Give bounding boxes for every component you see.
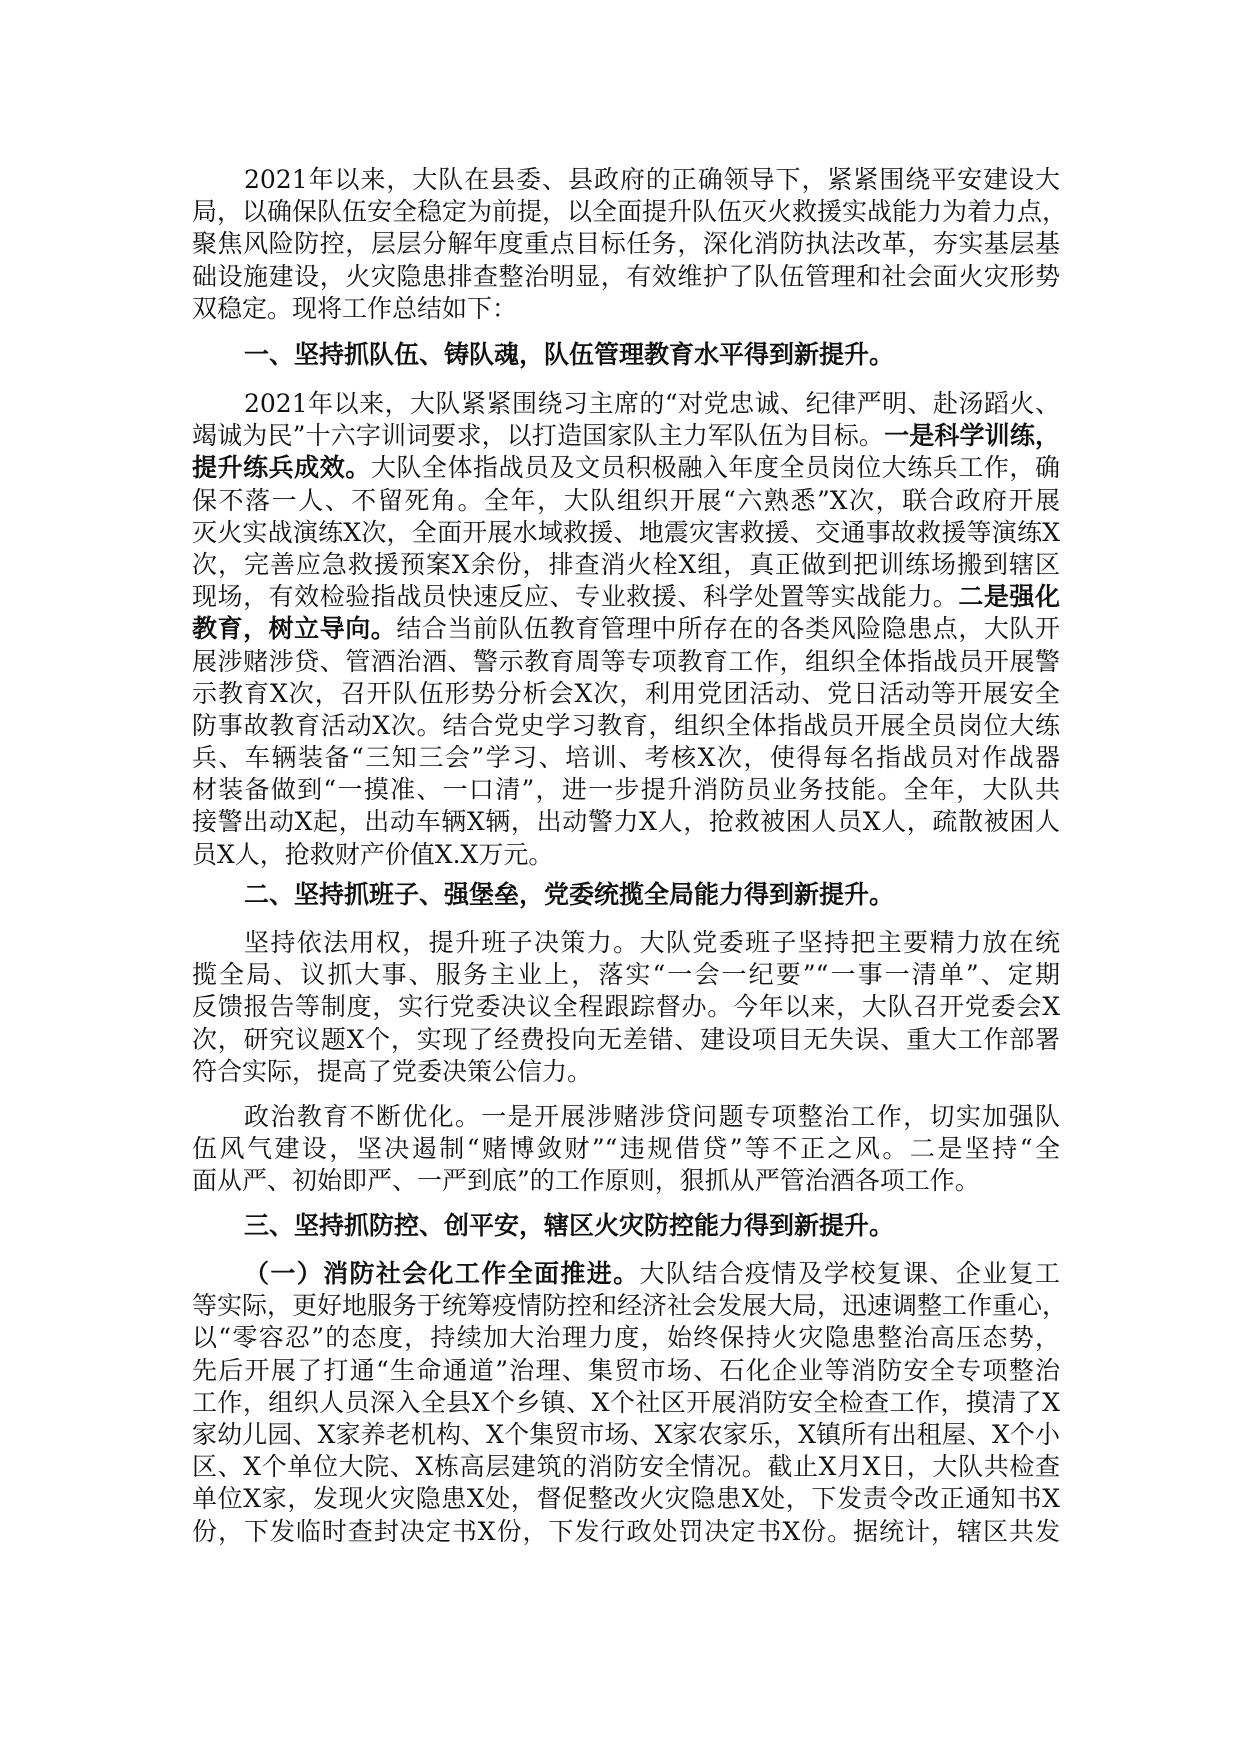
text-line bbox=[192, 164, 1060, 196]
text-line bbox=[192, 613, 1060, 645]
text-segment: 家幼儿园、X家养老机构、X个集贸市场、X家农家乐，X镇所有出租屋、X个小 bbox=[192, 1419, 1060, 1449]
section-heading bbox=[192, 1210, 1060, 1242]
text-line bbox=[192, 485, 1060, 517]
text-line bbox=[192, 420, 1060, 452]
bold-text: 二是强化 bbox=[958, 582, 1060, 612]
text-segment: 反馈报告等制度，实行党委决议全程跟踪督办。今年以来，大队召开党委会X bbox=[192, 992, 1060, 1022]
body-paragraph bbox=[192, 164, 1068, 325]
text-segment: 防事故教育活动X次。结合党史学习教育，组织全体指战员开展全员岗位大练 bbox=[192, 710, 1060, 740]
text-line bbox=[192, 1165, 1060, 1197]
text-segment: 次，完善应急救援预案X余份，排查消火栓X组，真正做到把训练场搬到辖区 bbox=[192, 549, 1060, 579]
section-heading bbox=[192, 339, 1060, 371]
text-segment: 符合实际，提高了党委决策公信力。 bbox=[192, 1056, 593, 1086]
text-segment: 材装备做到“一摸准、一口清”，进一步提升消防员业务技能。全年，大队共 bbox=[192, 775, 1060, 805]
text-line bbox=[192, 261, 1060, 293]
text-segment: 份，下发临时查封决定书X份，下发行政处罚决定书X份。据统计，辖区共发 bbox=[192, 1516, 1060, 1546]
text-segment: 兵、车辆装备“三知三会”学习、培训、考核X次，使得每名指战员对作战器 bbox=[192, 743, 1060, 773]
text-segment: 伍风气建设，坚决遏制“赌博敛财”“违规借贷”等不正之风。二是坚持“全 bbox=[192, 1134, 1060, 1164]
text-segment: 大队结合疫情及学校复课、企业复工 bbox=[639, 1259, 1060, 1288]
text-line bbox=[192, 1322, 1060, 1354]
text-line bbox=[192, 293, 1060, 325]
text-segment: 等实际，更好地服务于统筹疫情防控和经济社会发展大局，迅速调整工作重心， bbox=[192, 1291, 1068, 1321]
text-line bbox=[192, 581, 1060, 613]
text-line bbox=[192, 517, 1060, 549]
body-paragraph bbox=[192, 1258, 1068, 1548]
text-segment: 政治教育不断优化。一是开展涉赌涉贷问题专项整治工作，切实加强队 bbox=[244, 1102, 1060, 1131]
text-segment: 础设施建设，火灾隐患排查整治明显，有效维护了队伍管理和社会面火灾形势 bbox=[192, 261, 1060, 291]
text-segment: 示教育X次，召开队伍形势分析会X次，利用党团活动、党日活动等开展安全 bbox=[192, 678, 1060, 708]
text-line bbox=[192, 710, 1060, 742]
bold-text: 一是科学训练， bbox=[884, 421, 1060, 451]
text-line bbox=[192, 646, 1060, 678]
text-segment: 先后开展了打通“生命通道”治理、集贸市场、石化企业等消防安全专项整治 bbox=[192, 1355, 1060, 1385]
text-segment: 坚持依法用权，提升班子决策力。大队党委班子坚持把主要精力放在统 bbox=[244, 928, 1060, 957]
bold-text: 提升练兵成效。 bbox=[192, 453, 371, 483]
section-heading bbox=[192, 879, 1060, 911]
text-line bbox=[192, 452, 1060, 484]
text-segment: 接警出动X起，出动车辆X辆，出动警力X人，抢救被困人员X人，疏散被困人 bbox=[192, 807, 1060, 837]
text-line bbox=[192, 1387, 1060, 1419]
body-paragraph bbox=[192, 388, 1060, 871]
text-segment: 展涉赌涉贷、管酒治酒、警示教育周等专项教育工作，组织全体指战员开展警 bbox=[192, 646, 1060, 676]
text-line bbox=[192, 1483, 1060, 1515]
text-segment: 2021年以来，大队紧紧围绕习主席的“对党忠诚、纪律严明、赴汤蹈火、 bbox=[244, 389, 1060, 418]
text-segment: 聚焦风险防控，层层分解年度重点目标任务，深化消防执法改革，夯实基层基 bbox=[192, 229, 1060, 259]
text-segment: 次，研究议题X个，实现了经费投向无差错、建设项目无失误、重大工作部署 bbox=[192, 1024, 1060, 1054]
text-segment: 保不落一人、不留死角。全年，大队组织开展“六熟悉”X次，联合政府开展 bbox=[192, 485, 1060, 515]
text-line bbox=[192, 1419, 1060, 1451]
text-line bbox=[192, 1133, 1060, 1165]
text-line bbox=[192, 196, 1068, 228]
text-line bbox=[192, 549, 1060, 581]
text-segment: 单位X家，发现火灾隐患X处，督促整改火灾隐患X处，下发责令改正通知书X bbox=[192, 1484, 1060, 1514]
text-line bbox=[192, 839, 1060, 871]
text-segment: 区、X个单位大院、X栋高层建筑的消防安全情况。截止X月X日，大队共检查 bbox=[192, 1452, 1060, 1482]
text-line bbox=[192, 228, 1060, 260]
text-line bbox=[192, 1290, 1068, 1322]
text-segment: 结合当前队伍教育管理中所存在的各类风险隐患点，大队开 bbox=[396, 614, 1060, 644]
bold-text: 二、坚持抓班子、强堡垒，党委统揽全局能力得到新提升。 bbox=[244, 880, 895, 909]
bold-text: 教育，树立导向。 bbox=[192, 614, 397, 644]
text-line bbox=[192, 1024, 1060, 1056]
text-line bbox=[192, 806, 1060, 838]
text-line bbox=[192, 879, 1060, 911]
text-line bbox=[192, 678, 1060, 710]
text-line bbox=[192, 1056, 1060, 1088]
text-segment: 揽全局、议抓大事、服务主业上，落实“一会一纪要”“一事一清单”、定期 bbox=[192, 960, 1060, 990]
text-line bbox=[192, 1451, 1060, 1483]
text-segment: 员X人，抢救财产价值X.X万元。 bbox=[192, 839, 554, 869]
bold-text: （一）消防社会化工作全面推进。 bbox=[244, 1259, 640, 1288]
body-paragraph bbox=[192, 1101, 1060, 1198]
text-segment: 面从严、初始即严、一严到底”的工作原则，狠抓从严管治酒各项工作。 bbox=[192, 1166, 980, 1196]
text-segment: 现场，有效检验指战员快速反应、专业救援、科学处置等实战能力。 bbox=[192, 582, 959, 612]
text-line bbox=[192, 1101, 1060, 1133]
text-segment: 双稳定。现将工作总结如下： bbox=[192, 293, 518, 323]
text-line bbox=[192, 1516, 1060, 1548]
text-line bbox=[192, 388, 1060, 420]
text-line bbox=[192, 927, 1060, 959]
text-line bbox=[192, 1210, 1060, 1242]
text-segment: 工作，组织人员深入全县X个乡镇、X个社区开展消防安全检查工作，摸清了X bbox=[192, 1387, 1060, 1417]
text-line bbox=[192, 742, 1060, 774]
bold-text: 三、坚持抓防控、创平安，辖区火灾防控能力得到新提升。 bbox=[244, 1211, 895, 1240]
text-segment: 以“零容忍”的态度，持续加大治理力度，始终保持火灾隐患整治高压态势， bbox=[192, 1323, 1060, 1353]
text-segment: 2021年以来，大队在县委、县政府的正确领导下，紧紧围绕平安建设大 bbox=[244, 165, 1060, 194]
text-line bbox=[192, 991, 1060, 1023]
body-paragraph bbox=[192, 927, 1060, 1088]
text-line bbox=[192, 774, 1060, 806]
text-line bbox=[192, 959, 1060, 991]
text-line bbox=[192, 1258, 1060, 1290]
bold-text: 一、坚持抓队伍、铸队魂，队伍管理教育水平得到新提升。 bbox=[244, 340, 895, 369]
text-segment: 竭诚为民”十六字训词要求，以打造国家队主力军队伍为目标。 bbox=[192, 421, 885, 451]
text-segment: 大队全体指战员及文员积极融入年度全员岗位大练兵工作，确 bbox=[370, 453, 1060, 483]
text-line bbox=[192, 339, 1060, 371]
text-segment: 局，以确保队伍安全稳定为前提，以全面提升队伍灭火救援实战能力为着力点， bbox=[192, 197, 1068, 227]
text-segment: 灭火实战演练X次，全面开展水域救援、地震灾害救援、交通事故救援等演练X bbox=[192, 517, 1060, 547]
text-line bbox=[192, 1355, 1060, 1387]
